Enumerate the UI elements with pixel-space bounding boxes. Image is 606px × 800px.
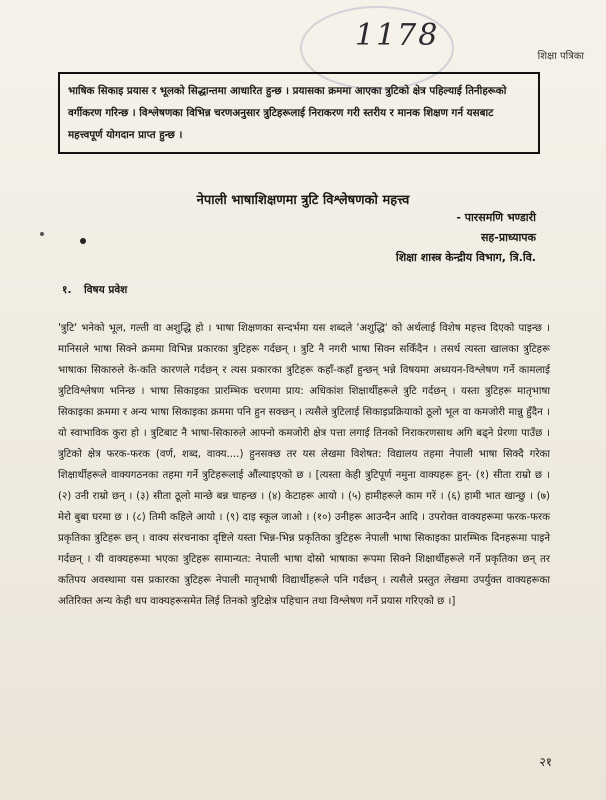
journal-name: शिक्षा पत्रिका <box>537 51 584 62</box>
page-number: २१ <box>539 755 552 769</box>
author-department: शिक्षा शास्त्र केन्द्रीय विभाग, त्रि.वि. <box>395 251 536 264</box>
bullet-mark <box>80 238 86 244</box>
section-number: १. <box>62 284 72 296</box>
author-block <box>396 208 536 268</box>
bullet-mark-small <box>40 232 44 236</box>
body-text <box>58 318 550 612</box>
handwritten-accession-number: 1178 <box>355 18 440 53</box>
article-title: नेपाली भाषाशिक्षणमा त्रुटि विश्लेषणको महत्त्व <box>196 193 410 208</box>
author-name: - पारसमणि भण्डारी <box>456 211 536 224</box>
section-heading <box>62 283 127 297</box>
body-paragraph: 'त्रुटि' भनेको भूल, गल्ती वा अशुद्धि हो । भाषा शिक्षणका सन्दर्भमा यस शब्दले 'अशुद्धि' को अर्थलाई विशेष महत्त्व दिएको पाइन्छ । मानिसले भाषा सिक्ने क्रममा विभिन्न प्रकारका त्रुटिहरू गर्दछन् । त्रुटि नै नगरी भाषा सिक्न सकिँदैन । तसर्थ त्यस्ता खालका त्रुटिहरू भाषाका सिकारुले के-कति कारणले गर्दछन् र त्यस प्रकारका त्रुटिहरू कहाँ-कहाँ हुन्छन् भन्ने विषयमा अध्ययन-विश्लेषण गर्ने कामलाई त्रुटिविश्लेषण भनिन्छ । भाषा सिकाइका प्रारम्भिक चरणमा प्राय: अधिकांश शिक्षार्थीहरूले त्रुटि गर्दछन् । यस्ता त्रुटिहरू मातृभाषा सिकाइका क्रममा र अन्य भाषा सिकाइका क्रममा पनि हुन सक्छन् । त्यसैले त्रुटिलाई सिकाइप्रक्रियाको ठूलो भूल वा कमजोरी मान्नु हुँदैन । यो स्वाभाविक कुरा हो । त्रुटिबाट नै भाषा-सिकारुले आफ्नो कमजोरी क्षेत्र पत्ता लगाई तिनको निराकरणसाथ अगि बढ्ने प्रेरणा पाउँछ । त्रुटिको क्षेत्र फरक-फरक (वर्ण, शब्द, वाक्य....) हुनसक्छ तर यस लेखमा विशेषत: विद्यालय तहमा नेपाली भाषा सिक्दै गरेका शिक्षार्थीहरूले वाक्यगठनका तहमा गर्ने त्रुटिहरूलाई औंल्याइएको छ । [त्यस्ता केही त्रुटिपूर्ण नमुना वाक्यहरू हुन्- (१) सीता राम्रो छ । (२) उनी राम्रो छन् । (३) सीता ठूलो मान्छे बन्न चाहन्छ । (४) केटाहरू आयो । (५) हामीहरूले काम गरें । (६) हामी भात खान्छु । (७) मेरो बुबा घरमा छ । (८) तिमी कहिले आयो । (९) दाइ स्कूल जाओ । (१०) उनीहरू आउन्दैन आदि । उपरोक्त वाक्यहरूमा फरक-फरक प्रकृतिका त्रुटिहरू छन् । वाक्य संरचनाका दृष्टिले यस्ता भिन्न-भिन्न प्रकृतिका त्रुटिहरू नेपाली भाषा सिकाइका प्रारम्भिक दिनहरूमा पाइने गर्दछन् । यी वाक्यहरूमा भएका त्रुटिहरू सामान्यत: नेपाली भाषा दोस्रो भाषाका रूपमा सिक्ने शिक्षार्थीहरूले गर्ने प्रकृतिका छन् तर कतिपय अवस्थामा यस प्रकारका त्रुटिहरू नेपाली मातृभाषी विद्यार्थीहरूले पनि गर्दछन् । त्यसैले प्रस्तुत लेखमा उपर्युक्त वाक्यहरूका अतिरिक्त अन्य केही थप वाक्यहरूसमेत लिई तिनको त्रुटिक्षेत्र पहिचान तथा विश्लेषण गर्ने प्रयास गरिएको छ ।] <box>58 323 550 607</box>
section-title: विषय प्रवेश <box>84 284 128 296</box>
abstract-box: भाषिक सिकाइ प्रयास र भूलको सिद्धान्तमा आधारित हुन्छ । प्रयासका क्रममा आएका त्रुटिको क्षेत्र पहिल्याई तिनीहरूको वर्गीकरण गरिन्छ । विश्लेषणका विभिन्न चरणअनुसार त्रुटिहरूलाई निराकरण गरी स्तरीय र मानक शिक्षण गर्न यसबाट महत्त्वपूर्ण योगदान प्राप्त हुन्छ । <box>58 72 540 154</box>
author-position: सह-प्राध्यापक <box>480 231 536 244</box>
